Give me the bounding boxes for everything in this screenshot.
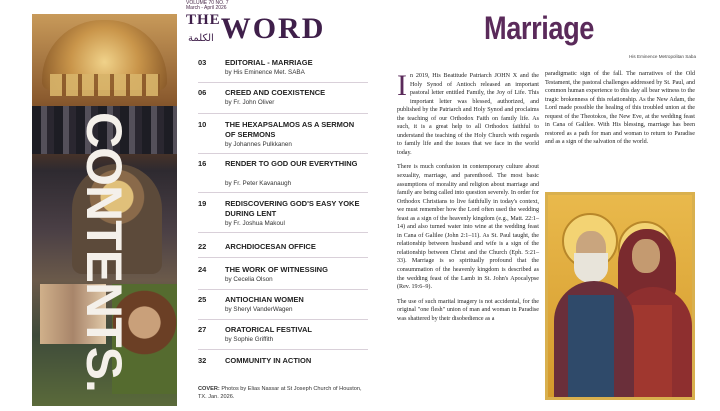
toc-title: THE WORK OF WITNESSING [225,265,328,274]
toc-title: ANTIOCHIAN WOMEN [225,295,304,304]
masthead-word: WORD [220,12,326,45]
toc-page-number: 25 [198,295,207,304]
joachim-anna-icon-image [545,192,695,400]
toc-byline: by Fr. Joshua Makoul [225,220,285,227]
masthead-arabic: الكلمة [188,33,214,44]
cover-credit-text: Photos by Elias Nassar at St Joseph Church of Houston, TX. Jan. 2026. [198,386,362,400]
toc-page-number: 19 [198,199,207,208]
toc-title: THE HEXAPSALMOS AS A SERMON OF SERMONS [225,120,355,139]
toc-byline: by Fr. Peter Kavanaugh [225,180,292,187]
divider [198,349,368,350]
issue-date: March - April 2026 [186,5,227,11]
cover-photo-collage [32,14,177,406]
article-author: His Eminence Metropolitan Saba [629,54,696,59]
face [632,239,660,273]
toc-title: ARCHDIOCESAN OFFICE [225,242,316,251]
issue-info [186,1,229,11]
contents-heading: CONTENTS. [76,112,132,392]
toc-byline: by Sheryl VanderWagen [225,306,293,313]
toc-title: COMMUNITY IN ACTION [225,356,312,365]
article-column-1 [397,69,539,329]
toc-byline: by Sophie Griffith [225,336,274,343]
toc-page-number: 06 [198,88,207,97]
toc-title: EDITORIAL - MARRIAGE [225,58,313,67]
toc-byline: by Johannes Pulkkanen [225,141,292,148]
article-paragraph: paradigmatic sign of the fall. The narratives of the Old Testament, the pastoral challenges addressed by St. Paul, and common human experience to this day all bear witness to the tragic brokenness of this relationship. As the New Adam, the Lord made possible the healing of this troubled union at the request of the Theotokos, the New Eve, at the wedding feast in Cana of Galilee. With His blessing, marriage has been restored as a path for man and woman to return to Paradise and as a sign of the salvation of the world. [545,71,695,146]
divider [198,153,368,154]
beard [574,253,608,283]
iconostasis-photo [50,74,160,96]
divider [198,192,368,193]
toc-title: ORATORICAL FESTIVAL [225,325,312,334]
volume-number: VOLUME 70 NO. 7 [186,0,229,6]
masthead-the: THE [186,12,221,28]
divider [198,319,368,320]
article-title: Marriage [484,10,594,46]
toc-page-number: 27 [198,325,207,334]
divider [198,82,368,83]
cover-credit-label: COVER: [198,386,220,392]
divider [198,232,368,233]
toc-page-number: 24 [198,265,207,274]
robe [568,295,614,400]
toc-title: CREED AND COEXISTENCE [225,88,326,97]
toc-page-number: 10 [198,120,207,129]
toc-page-number: 32 [198,356,207,365]
toc-page-number: 16 [198,159,207,168]
toc-title: REDISCOVERING GOD'S EASY YOKE DURING LENT [225,199,360,218]
drop-cap: I [397,69,407,102]
toc-byline: by Fr. John Oliver [225,99,275,106]
article-paragraph: There is much confusion in contemporary culture about sexuality, marriage, and parenthood. The most basic assumptions of morality and religion about marriage and family are being called into question severely. In order for Orthodox Christians to live faithfully in today's context, we must remember how the Lord often used the wedding feast as a sign of the heavenly kingdom (e.g., Matt. 22:1–14) and also turned water into wine at the wedding feast in Cana of Galilee (John 2:1–11). As St. Paul taught, the relationship between husband and wife is a sign of the relationship between Christ and the Church (Eph. 5:21–33). Marriage is so spiritually profound that the consummation of the heavenly kingdom is described as the wedding feast of the Lamb in St. John's Apocalypse (Rev. 19:6–9). [397,164,539,291]
toc-byline: by His Eminence Met. SABA [225,69,305,76]
toc-byline: by Cecelia Olson [225,276,273,283]
divider [198,257,368,258]
paragraph-text: n 2019, His Beatitude Patriarch JOHN X and the Holy Synod of Antioch released an important pastoral letter entitled Family, the Joy of Life. This important letter was blessed, authorized, and published by the Patriarch and Holy Synod and proclaims the teaching of our Orthodox Faith on family life. As such, it is a great help to all Orthodox faithful to understand the teaching of the Holy Church with regards to family life and the issues that we face in the world today. [397,73,539,156]
cover-credit [198,385,368,401]
article-paragraph: The use of such marital imagery is not accidental, for the original "one flesh" union of man and woman in Paradise was shattered by their disobedience as a [397,298,539,322]
toc-title: RENDER TO GOD OUR EVERYTHING [225,159,358,168]
article-column-2 [545,70,695,153]
divider [198,289,368,290]
robe [632,305,672,400]
toc-page-number: 03 [198,58,207,67]
toc-page-number: 22 [198,242,207,251]
divider [198,113,368,114]
article-paragraph [397,69,539,157]
